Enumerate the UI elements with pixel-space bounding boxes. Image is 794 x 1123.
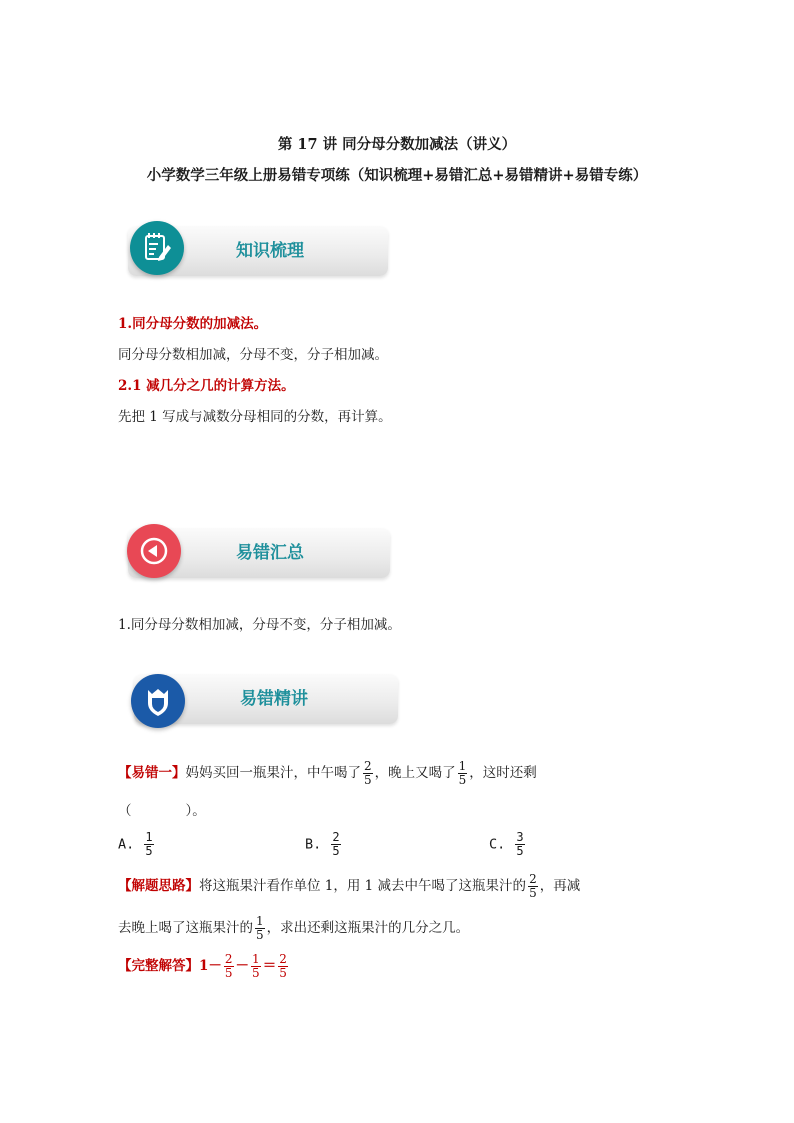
fraction: $\frac{2}{5}$ xyxy=(332,830,340,858)
answer-tag: 【完整解答】 xyxy=(118,958,199,974)
banner-label: 知识梳理 xyxy=(236,241,304,261)
solution-idea-line-1: 【解题思路】将这瓶果汁看作单位 1，用 1 减去中午喝了这瓶果汁的 $\frac{2}{5}$ ，再减 xyxy=(118,872,581,900)
idea-tag: 【解题思路】 xyxy=(118,878,199,894)
fraction: $\frac{1}{5}$ xyxy=(145,830,153,858)
solution-idea-line-2: 去晚上喝了这瓶果汁的 $\frac{1}{5}$ ，求出还剩这瓶果汁的几分之几。 xyxy=(118,914,470,942)
knowledge-body-1: 同分母分数相加减，分母不变，分子相加减。 xyxy=(118,347,388,363)
question-line xyxy=(118,760,537,787)
question-text-1: 妈妈买回一瓶果汁，中午喝了 xyxy=(185,765,361,781)
answer-blank: （ ）。 xyxy=(118,803,206,819)
page-title: 第 17 讲 同分母分数加减法（讲义） xyxy=(277,136,517,153)
banner-label: 易错精讲 xyxy=(240,689,308,709)
complete-answer: 【完整解答】1－ $\frac{2}{5}$ － $\frac{1}{5}$ ＝ $\frac{2}{5}$ xyxy=(118,952,287,980)
knowledge-heading-2: 2.1 减几分之几的计算方法。 xyxy=(118,378,295,394)
errors-summary-item: 1.同分母分数相加减，分母不变，分子相加减。 xyxy=(118,617,401,633)
fraction: $\frac{2}{5}$ xyxy=(279,952,287,980)
knowledge-heading-1: 1.同分母分数的加减法。 xyxy=(118,316,268,332)
fraction: $\frac{1}{5}$ xyxy=(458,759,467,787)
knowledge-body-2: 先把 1 写成与减数分母相同的分数，再计算。 xyxy=(118,409,392,425)
fraction: $\frac{2}{5}$ xyxy=(364,759,372,787)
page-subtitle: 小学数学三年级上册易错专项练（知识梳理+易错汇总+易错精讲+易错专练） xyxy=(146,167,648,184)
option-a: A. $\frac{1}{5}$ xyxy=(118,830,153,858)
fraction: $\frac{2}{5}$ xyxy=(529,872,537,900)
fraction: $\frac{1}{5}$ xyxy=(252,952,260,980)
question-text-2: ，晚上又喝了 xyxy=(374,765,456,781)
question-tag: 【易错一】 xyxy=(118,765,186,781)
play-back-icon xyxy=(127,524,181,578)
option-b: B. $\frac{2}{5}$ xyxy=(305,830,340,858)
question-text-3: ，这时还剩 xyxy=(469,765,537,781)
fraction: $\frac{1}{5}$ xyxy=(256,914,264,942)
banner-label: 易错汇总 xyxy=(236,543,304,563)
fraction: $\frac{3}{5}$ xyxy=(516,830,524,858)
shield-icon xyxy=(131,674,185,728)
option-c: C. $\frac{3}{5}$ xyxy=(489,830,524,858)
notepad-pencil-icon xyxy=(130,221,184,275)
fraction: $\frac{2}{5}$ xyxy=(224,952,233,980)
